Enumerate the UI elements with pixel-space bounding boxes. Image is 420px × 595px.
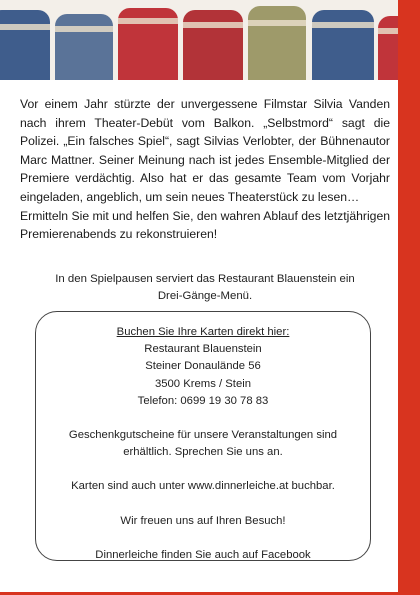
story-text: [20, 95, 390, 244]
books-photo: [0, 0, 398, 80]
book-spine: [0, 10, 50, 80]
menu-note-line: In den Spielpausen serviert das Restaurant Blauenstein ein: [55, 273, 355, 285]
welcome-text: Wir freuen uns auf Ihren Besuch!: [120, 514, 286, 527]
restaurant-street: Steiner Donaulände 56: [145, 360, 261, 373]
menu-note-line: Drei-Gänge-Menü.: [157, 290, 253, 302]
voucher-text: Geschenkgutscheine für unsere Veranstaltungen sind: [68, 429, 338, 442]
book-spine: [183, 10, 243, 80]
accent-bar: [398, 0, 420, 595]
restaurant-phone: Telefon: 0699 19 30 78 83: [137, 394, 269, 407]
web-booking-text: Karten sind auch unter www.dinnerleiche.at buchbar.: [71, 480, 335, 493]
menu-note: [20, 271, 390, 305]
story-paragraph: Vor einem Jahr stürzte der unvergessene Filmstar Silvia Vanden nach ihrem Theater-Debüt vom Balkon. „Selbstmord“ sagt die Polizei. „Ein falsches Spiel“, sagt Silvias Verlobter, der Bühnenautor Marc Mattner. Seiner Meinung nach ist jedes Ensemble-Mitglied der Premiere verdächtig. Also hat er das gesamte Team vom Vorjahr eingeladen, angeblich, um sein neues Theaterstück zu lesen…: [20, 97, 390, 204]
restaurant-city: 3500 Krems / Stein: [154, 377, 252, 390]
voucher-text: erhältlich. Sprechen Sie uns an.: [123, 446, 283, 459]
book-spine: [118, 8, 178, 80]
restaurant-name: Restaurant Blauenstein: [144, 343, 262, 356]
book-spine: [55, 14, 113, 80]
call-to-action: Ermitteln Sie mit und helfen Sie, den wahren Ablauf des letztjährigen Premierenabends zu rekonstruieren!: [20, 208, 390, 242]
book-spine: [378, 16, 398, 80]
book-spine: [248, 6, 306, 80]
book-spine: [312, 10, 374, 80]
booking-box: [35, 311, 371, 561]
facebook-text: Dinnerleiche finden Sie auch auf Facebook: [95, 548, 311, 561]
booking-heading: Buchen Sie Ihre Karten direkt hier:: [116, 326, 290, 338]
